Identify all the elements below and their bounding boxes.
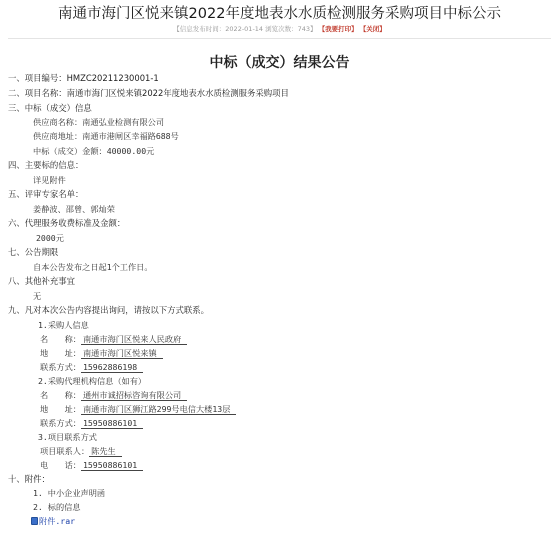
- section-4: 四、主要标的信息：: [8, 160, 84, 170]
- print-button[interactable]: 【我要打印】: [318, 25, 358, 33]
- project-contact-row: [40, 446, 122, 457]
- purchaser-address-label: 地 址：: [40, 348, 81, 358]
- views-count: 743: [297, 25, 311, 33]
- attachment-item-1: 1. 中小企业声明函: [33, 488, 106, 498]
- publish-meta: [0, 24, 559, 33]
- publish-date: 2022-01-14: [225, 25, 264, 33]
- agency-name-label: 名 称：: [40, 390, 81, 400]
- purchaser-name: 南通市海门区悦来人民政府: [81, 334, 187, 345]
- views-label: 浏览次数：: [265, 25, 298, 33]
- section-5: 五、评审专家名单：: [8, 189, 84, 199]
- section-8: 八、其他补充事宜: [8, 276, 75, 286]
- close-button[interactable]: 【关闭】: [359, 25, 386, 33]
- publish-label: 【信息发布时间：: [173, 25, 226, 33]
- agency-address: 南通市海门区狮江路299号电信大楼13层: [81, 404, 236, 415]
- award-amount: 中标（成交）金额：40000.00元: [33, 146, 155, 156]
- project-phone-row: [40, 460, 143, 471]
- section-1: 一、项目编号：HMZC20211230001-1: [8, 73, 159, 83]
- rar-file-icon: [31, 517, 38, 525]
- attachment-item-2: 2. 标的信息: [33, 502, 81, 512]
- project-phone: 15950886101: [81, 460, 143, 471]
- section-9: 九、凡对本次公告内容提出询问，请按以下方式联系。: [8, 305, 209, 315]
- purchaser-address-row: [40, 348, 163, 359]
- purchaser-phone-label: 联系方式：: [40, 362, 81, 372]
- section-8-value: 无: [33, 291, 42, 301]
- project-phone-label: 电 话：: [40, 460, 81, 470]
- purchaser-address: 南通市海门区悦来镇: [81, 348, 163, 359]
- section-10: 十、附件：: [8, 474, 50, 484]
- purchaser-phone: 15962886198: [81, 362, 143, 373]
- agency-phone-row: [40, 418, 143, 429]
- agency-address-row: [40, 404, 236, 415]
- agency-phone-label: 联系方式：: [40, 418, 81, 428]
- section-7: 七、公告期限: [8, 247, 59, 257]
- section-5-value: 姜静波、邵曾、郭灿荣: [33, 204, 115, 214]
- agency-address-label: 地 址：: [40, 404, 81, 414]
- project-contact-person: 陈先生: [89, 446, 122, 457]
- header-divider: [8, 38, 551, 39]
- section-6: 六、代理服务收费标准及金额：: [8, 218, 126, 228]
- agency-name-row: [40, 390, 187, 401]
- attachment-download-link[interactable]: [31, 516, 75, 527]
- purchaser-name-label: 名 称：: [40, 334, 81, 344]
- agency-phone: 15950886101: [81, 418, 143, 429]
- project-contact-label: 项目联系人：: [40, 446, 90, 456]
- purchaser-name-row: [40, 334, 187, 345]
- purchaser-phone-row: [40, 362, 143, 373]
- section-3: 三、中标（成交）信息: [8, 103, 92, 113]
- supplier-name: 供应商名称：南通弘业检测有限公司: [33, 117, 165, 127]
- meta-close-bracket: 】: [310, 25, 317, 33]
- supplier-address: 供应商地址：南通市港闸区幸福路688号: [33, 131, 179, 141]
- section-6-value: 2000元: [36, 233, 64, 243]
- purchaser-info-title: 1.采购人信息: [38, 320, 89, 330]
- attachment-filename[interactable]: 附件.rar: [39, 516, 76, 526]
- agency-name: 通州市诚招标咨询有限公司: [81, 390, 187, 401]
- project-contact-title: 3.项目联系方式: [38, 432, 97, 442]
- page-title: 南通市海门区悦来镇2022年度地表水水质检测服务采购项目中标公示: [58, 6, 501, 22]
- section-2: 二、项目名称：南通市海门区悦来镇2022年度地表水水质检测服务采购项目: [8, 88, 289, 98]
- notice-subtitle: 中标（成交）结果公告: [209, 55, 350, 71]
- section-4-value: 详见附件: [33, 175, 66, 185]
- agency-info-title: 2.采购代理机构信息（如有）: [38, 376, 147, 386]
- section-7-value: 自本公告发布之日起1个工作日。: [33, 262, 153, 272]
